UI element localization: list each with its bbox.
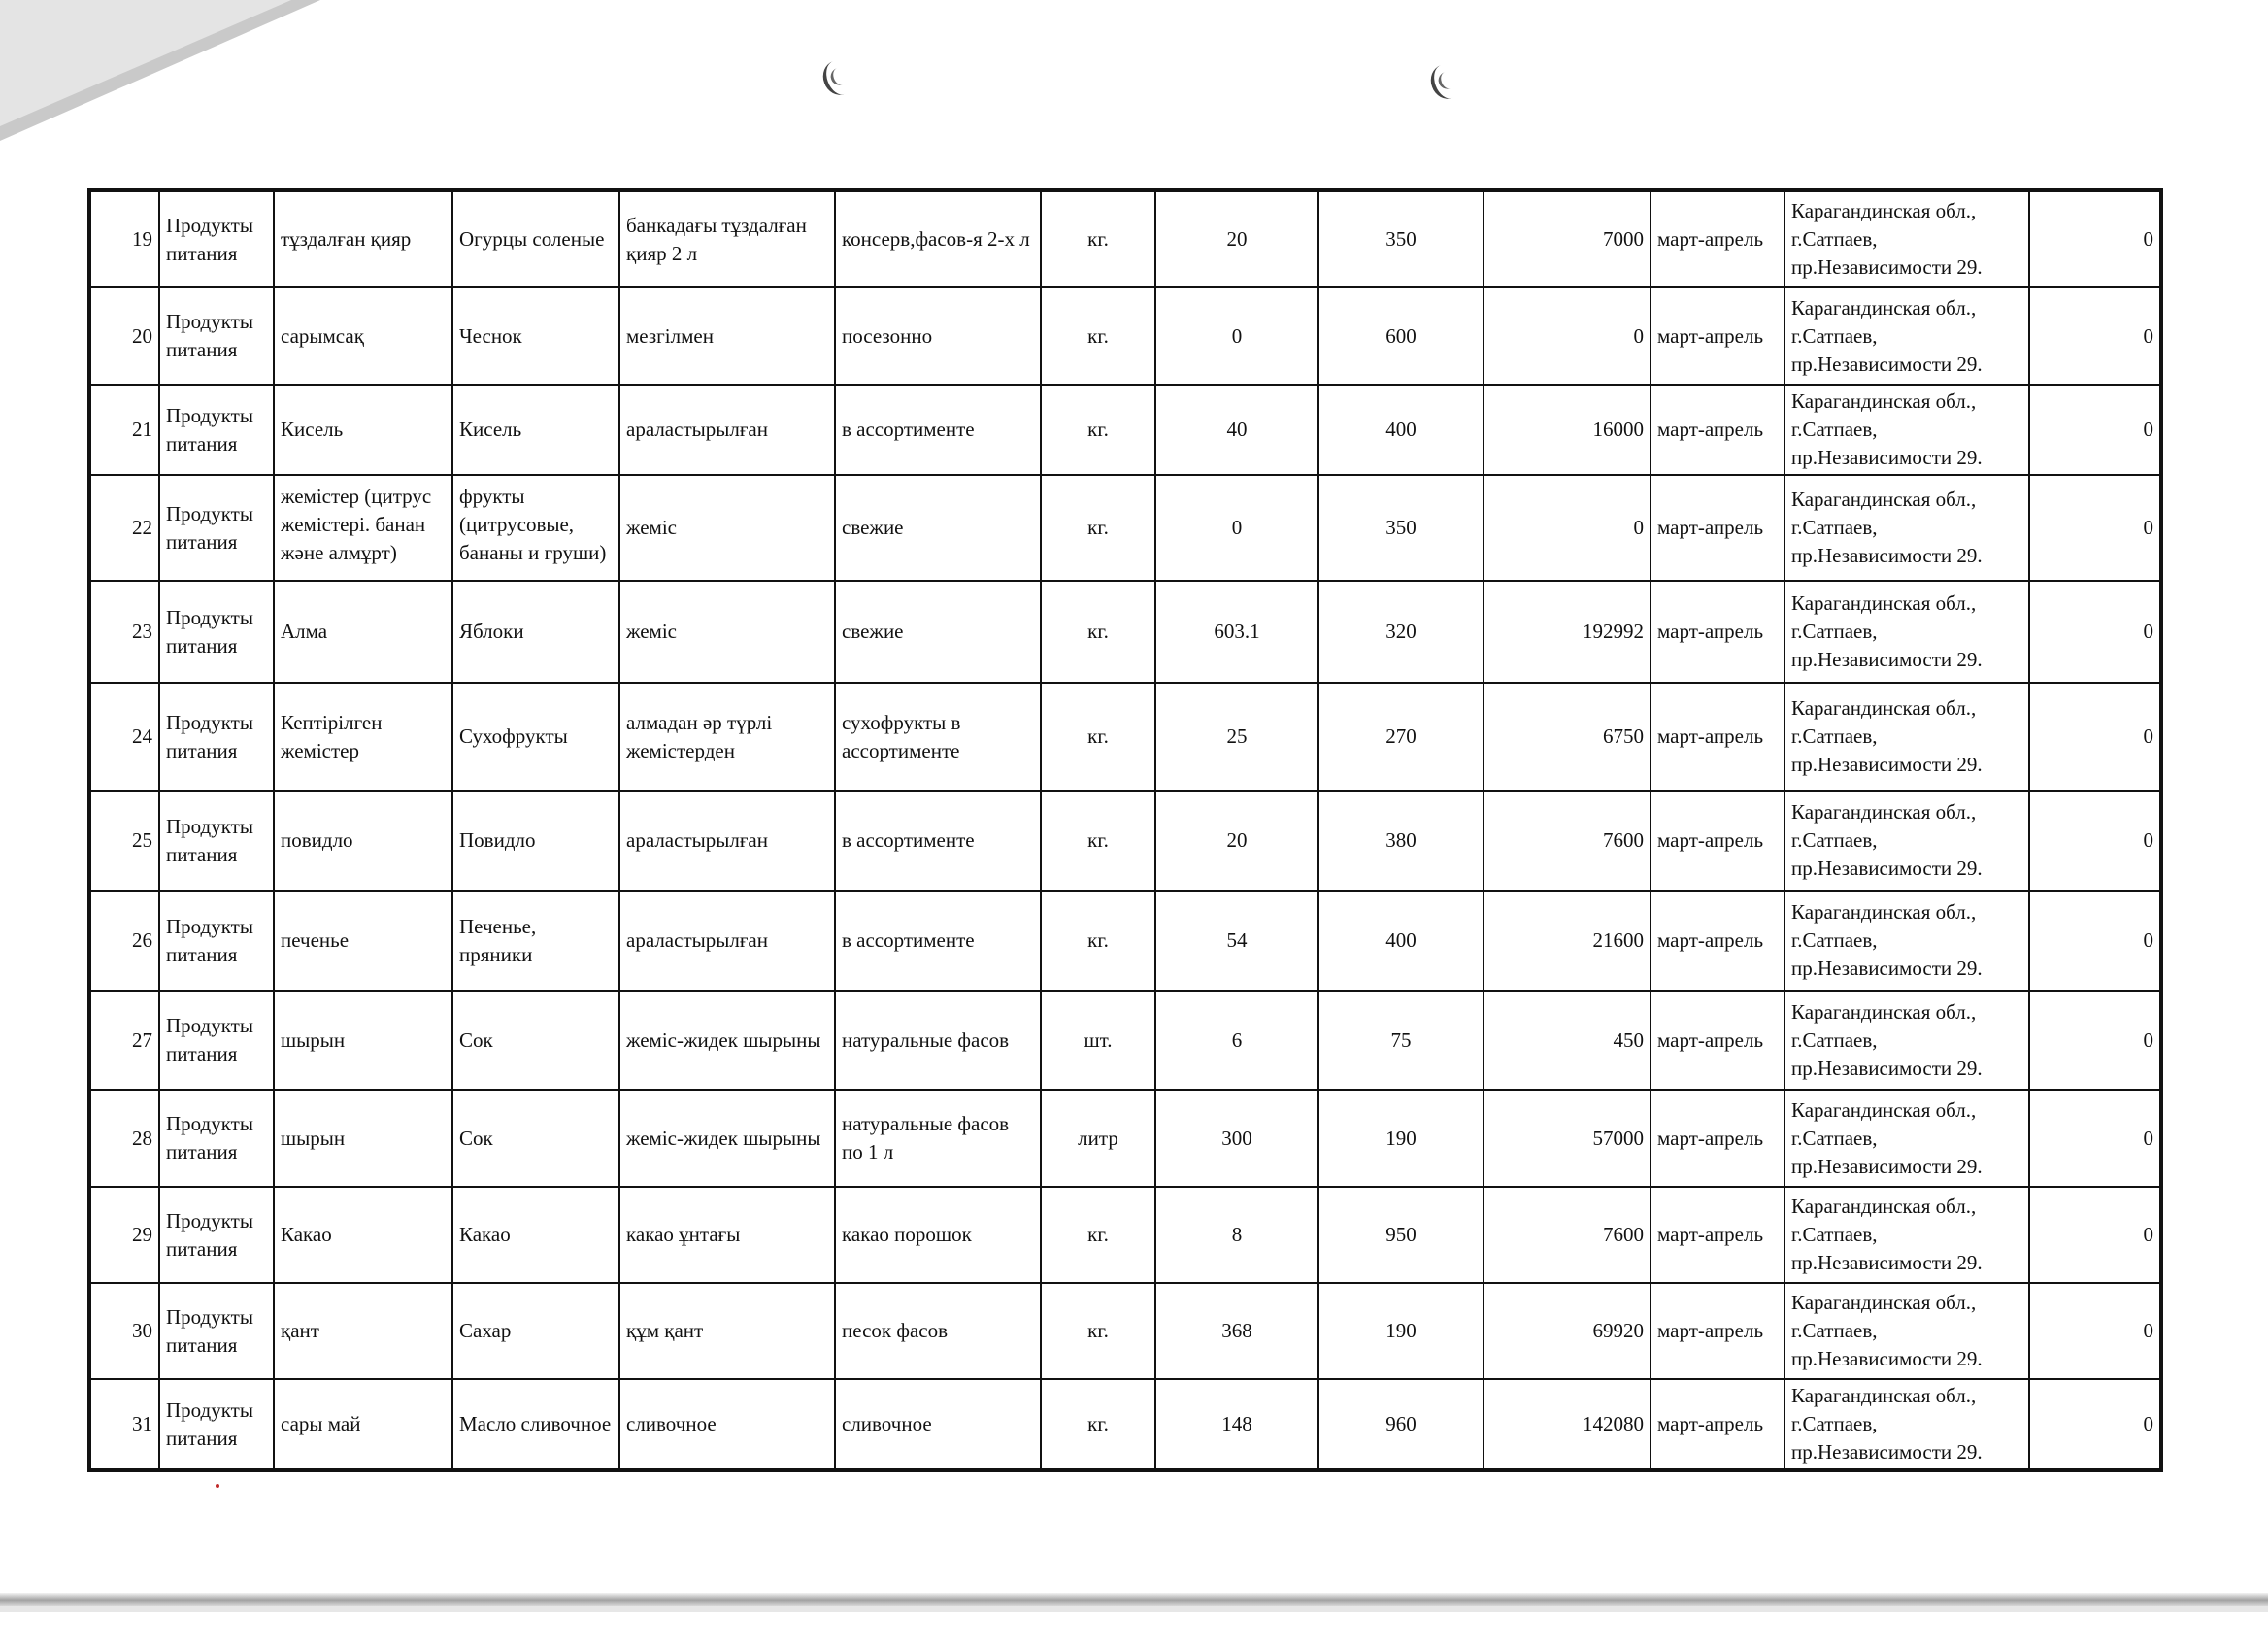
category-cell: Продукты питания (159, 991, 274, 1090)
price-cell: 350 (1318, 190, 1484, 287)
delivery-period-cell: март-апрель (1651, 1379, 1784, 1470)
delivery-period-cell: март-апрель (1651, 791, 1784, 891)
description-kz-cell: араластырылған (619, 385, 835, 475)
total-amount-cell: 192992 (1484, 581, 1651, 683)
description-kz-cell: алмадан әр түрлі жемістерден (619, 683, 835, 791)
table-row (89, 1379, 2161, 1470)
description-kz-cell: жеміс (619, 581, 835, 683)
quantity-cell: 603.1 (1155, 581, 1318, 683)
total-amount-cell: 0 (1484, 475, 1651, 581)
description-ru-cell: свежие (835, 581, 1041, 683)
delivery-address-cell: Карагандинская обл., г.Сатпаев, пр.Независимости 29. (1784, 991, 2029, 1090)
price-cell: 400 (1318, 891, 1484, 991)
table-row (89, 475, 2161, 581)
delivery-address-cell: Карагандинская обл., г.Сатпаев, пр.Независимости 29. (1784, 1283, 2029, 1379)
row-number: 28 (89, 1090, 159, 1187)
unit-cell: шт. (1041, 991, 1155, 1090)
price-cell: 190 (1318, 1283, 1484, 1379)
total-amount-cell: 7600 (1484, 1187, 1651, 1283)
total-amount-cell: 16000 (1484, 385, 1651, 475)
description-ru-cell: какао порошок (835, 1187, 1041, 1283)
total-amount-cell: 450 (1484, 991, 1651, 1090)
name-kz-cell: сары май (274, 1379, 452, 1470)
category-cell: Продукты питания (159, 891, 274, 991)
price-cell: 190 (1318, 1090, 1484, 1187)
description-ru-cell: в ассортименте (835, 891, 1041, 991)
unit-cell: кг. (1041, 385, 1155, 475)
description-kz-cell: мезгілмен (619, 287, 835, 385)
delivery-period-cell: март-апрель (1651, 287, 1784, 385)
table-row (89, 1187, 2161, 1283)
punch-hole-mark-left (818, 56, 859, 100)
unit-cell: кг. (1041, 1187, 1155, 1283)
description-ru-cell: консерв,фасов-я 2-х л (835, 190, 1041, 287)
delivery-period-cell: март-апрель (1651, 385, 1784, 475)
name-ru-cell: Сок (452, 991, 619, 1090)
quantity-cell: 20 (1155, 190, 1318, 287)
row-number: 21 (89, 385, 159, 475)
total-amount-cell: 0 (1484, 287, 1651, 385)
category-cell: Продукты питания (159, 287, 274, 385)
row-number: 25 (89, 791, 159, 891)
punch-hole-mark-right (1426, 60, 1467, 104)
table-row (89, 190, 2161, 287)
category-cell: Продукты питания (159, 1379, 274, 1470)
delivery-period-cell: март-апрель (1651, 1090, 1784, 1187)
advance-payment-cell: 0 (2029, 1379, 2161, 1470)
name-ru-cell-text: фрукты (цитрусовые, бананы и груши) (459, 484, 607, 564)
row-number: 20 (89, 287, 159, 385)
description-kz-cell: араластырылған (619, 791, 835, 891)
unit-cell: кг. (1041, 1283, 1155, 1379)
name-ru-cell: Кисель (452, 385, 619, 475)
delivery-address-cell: Карагандинская обл., г.Сатпаев, пр.Независимости 29. (1784, 581, 2029, 683)
scan-speck (216, 1484, 219, 1488)
scan-bottom-edge (0, 1606, 2268, 1612)
table-row (89, 385, 2161, 475)
price-cell: 75 (1318, 991, 1484, 1090)
delivery-address-cell: Карагандинская обл., г.Сатпаев, пр.Независимости 29. (1784, 1379, 2029, 1470)
row-number: 23 (89, 581, 159, 683)
total-amount-cell: 69920 (1484, 1283, 1651, 1379)
category-cell: Продукты питания (159, 190, 274, 287)
description-kz-cell: араластырылған (619, 891, 835, 991)
advance-payment-cell: 0 (2029, 190, 2161, 287)
name-kz-cell: Какао (274, 1187, 452, 1283)
advance-payment-cell: 0 (2029, 891, 2161, 991)
unit-cell: кг. (1041, 891, 1155, 991)
name-kz-cell: шырын (274, 1090, 452, 1187)
description-kz-cell: жеміс (619, 475, 835, 581)
delivery-period-cell: март-апрель (1651, 1283, 1784, 1379)
name-kz-cell: Кептірілген жемістер (274, 683, 452, 791)
advance-payment-cell: 0 (2029, 1283, 2161, 1379)
category-cell: Продукты питания (159, 1187, 274, 1283)
category-cell: Продукты питания (159, 791, 274, 891)
delivery-address-cell: Карагандинская обл., г.Сатпаев, пр.Независимости 29. (1784, 891, 2029, 991)
price-cell: 350 (1318, 475, 1484, 581)
scan-bottom-shadow (0, 1593, 2268, 1606)
category-cell: Продукты питания (159, 385, 274, 475)
advance-payment-cell: 0 (2029, 791, 2161, 891)
quantity-cell: 54 (1155, 891, 1318, 991)
table-row (89, 991, 2161, 1090)
delivery-period-cell: март-апрель (1651, 1187, 1784, 1283)
description-ru-cell: сухофрукты в ассортименте (835, 683, 1041, 791)
table-row (89, 891, 2161, 991)
quantity-cell: 0 (1155, 287, 1318, 385)
name-kz-cell (274, 475, 452, 581)
total-amount-cell: 7600 (1484, 791, 1651, 891)
delivery-period-cell: март-апрель (1651, 475, 1784, 581)
row-number: 31 (89, 1379, 159, 1470)
table-row (89, 1283, 2161, 1379)
name-kz-cell: повидло (274, 791, 452, 891)
quantity-cell: 25 (1155, 683, 1318, 791)
description-ru-cell: натуральные фасов (835, 991, 1041, 1090)
price-cell: 950 (1318, 1187, 1484, 1283)
advance-payment-cell: 0 (2029, 1090, 2161, 1187)
table-body (89, 190, 2161, 1470)
quantity-cell: 40 (1155, 385, 1318, 475)
description-kz-cell: сливочное (619, 1379, 835, 1470)
delivery-address-cell: Карагандинская обл., г.Сатпаев, пр.Независимости 29. (1784, 1090, 2029, 1187)
category-cell: Продукты питания (159, 1090, 274, 1187)
price-cell: 270 (1318, 683, 1484, 791)
quantity-cell: 6 (1155, 991, 1318, 1090)
quantity-cell: 8 (1155, 1187, 1318, 1283)
category-cell: Продукты питания (159, 581, 274, 683)
name-ru-cell (452, 475, 619, 581)
delivery-period-cell: март-апрель (1651, 683, 1784, 791)
description-ru-cell: сливочное (835, 1379, 1041, 1470)
name-ru-cell: Яблоки (452, 581, 619, 683)
quantity-cell: 300 (1155, 1090, 1318, 1187)
category-cell: Продукты питания (159, 683, 274, 791)
table-row (89, 1090, 2161, 1187)
price-cell: 960 (1318, 1379, 1484, 1470)
procurement-table (87, 188, 2163, 1472)
row-number: 26 (89, 891, 159, 991)
unit-cell: кг. (1041, 581, 1155, 683)
advance-payment-cell: 0 (2029, 1187, 2161, 1283)
delivery-address-cell: Карагандинская обл., г.Сатпаев, пр.Независимости 29. (1784, 683, 2029, 791)
description-ru-cell: посезонно (835, 287, 1041, 385)
unit-cell: кг. (1041, 475, 1155, 581)
delivery-address-cell: Карагандинская обл., г.Сатпаев, пр.Независимости 29. (1784, 1187, 2029, 1283)
description-ru-cell: в ассортименте (835, 385, 1041, 475)
name-ru-cell: Чеснок (452, 287, 619, 385)
price-cell: 600 (1318, 287, 1484, 385)
description-kz-cell: жеміс-жидек шырыны (619, 991, 835, 1090)
unit-cell: литр (1041, 1090, 1155, 1187)
advance-payment-cell: 0 (2029, 991, 2161, 1090)
name-kz-cell: сарымсақ (274, 287, 452, 385)
row-number: 19 (89, 190, 159, 287)
name-ru-cell: Сок (452, 1090, 619, 1187)
total-amount-cell: 7000 (1484, 190, 1651, 287)
description-ru-cell: песок фасов (835, 1283, 1041, 1379)
delivery-period-cell: март-апрель (1651, 581, 1784, 683)
delivery-period-cell: март-апрель (1651, 991, 1784, 1090)
price-cell: 320 (1318, 581, 1484, 683)
scan-shadow-corner-light (0, 0, 291, 126)
name-kz-cell: Алма (274, 581, 452, 683)
name-ru-cell: Повидло (452, 791, 619, 891)
unit-cell: кг. (1041, 287, 1155, 385)
category-cell: Продукты питания (159, 475, 274, 581)
total-amount-cell: 6750 (1484, 683, 1651, 791)
name-ru-cell: Какао (452, 1187, 619, 1283)
name-ru-cell: Огурцы соленые (452, 190, 619, 287)
description-kz-cell: жеміс-жидек шырыны (619, 1090, 835, 1187)
quantity-cell: 0 (1155, 475, 1318, 581)
delivery-address-cell: Карагандинская обл., г.Сатпаев, пр.Независимости 29. (1784, 385, 2029, 475)
row-number: 22 (89, 475, 159, 581)
name-ru-cell: Масло сливочное (452, 1379, 619, 1470)
delivery-address-cell: Карагандинская обл., г.Сатпаев, пр.Независимости 29. (1784, 475, 2029, 581)
quantity-cell: 148 (1155, 1379, 1318, 1470)
description-ru-cell: в ассортименте (835, 791, 1041, 891)
delivery-address-cell: Карагандинская обл., г.Сатпаев, пр.Независимости 29. (1784, 287, 2029, 385)
total-amount-cell: 57000 (1484, 1090, 1651, 1187)
delivery-period-cell: март-апрель (1651, 190, 1784, 287)
name-kz-cell: печенье (274, 891, 452, 991)
row-number: 27 (89, 991, 159, 1090)
price-cell: 380 (1318, 791, 1484, 891)
advance-payment-cell: 0 (2029, 385, 2161, 475)
unit-cell: кг. (1041, 791, 1155, 891)
name-ru-cell: Сухофрукты (452, 683, 619, 791)
category-cell: Продукты питания (159, 1283, 274, 1379)
name-kz-cell: Кисель (274, 385, 452, 475)
advance-payment-cell: 0 (2029, 287, 2161, 385)
delivery-period-cell: март-апрель (1651, 891, 1784, 991)
table-row (89, 287, 2161, 385)
table-row (89, 683, 2161, 791)
quantity-cell: 20 (1155, 791, 1318, 891)
table-row (89, 791, 2161, 891)
total-amount-cell: 21600 (1484, 891, 1651, 991)
price-cell: 400 (1318, 385, 1484, 475)
description-ru-cell: натуральные фасов по 1 л (835, 1090, 1041, 1187)
description-kz-cell: банкадағы тұздалған қияр 2 л (619, 190, 835, 287)
advance-payment-cell: 0 (2029, 683, 2161, 791)
advance-payment-cell: 0 (2029, 581, 2161, 683)
name-kz-cell-text: жемістер (цитрус жемістері. банан және алмұрт) (281, 484, 432, 564)
name-kz-cell: қант (274, 1283, 452, 1379)
delivery-address-cell: Карагандинская обл., г.Сатпаев, пр.Независимости 29. (1784, 791, 2029, 891)
description-ru-cell: свежие (835, 475, 1041, 581)
unit-cell: кг. (1041, 190, 1155, 287)
unit-cell: кг. (1041, 1379, 1155, 1470)
description-kz-cell: какао ұнтағы (619, 1187, 835, 1283)
name-kz-cell: тұздалған қияр (274, 190, 452, 287)
row-number: 30 (89, 1283, 159, 1379)
name-ru-cell: Печенье, пряники (452, 891, 619, 991)
name-kz-cell: шырын (274, 991, 452, 1090)
table-row (89, 581, 2161, 683)
quantity-cell: 368 (1155, 1283, 1318, 1379)
unit-cell: кг. (1041, 683, 1155, 791)
description-kz-cell: құм қант (619, 1283, 835, 1379)
row-number: 24 (89, 683, 159, 791)
name-ru-cell: Сахар (452, 1283, 619, 1379)
total-amount-cell: 142080 (1484, 1379, 1651, 1470)
advance-payment-cell: 0 (2029, 475, 2161, 581)
row-number: 29 (89, 1187, 159, 1283)
delivery-address-cell: Карагандинская обл., г.Сатпаев, пр.Независимости 29. (1784, 190, 2029, 287)
